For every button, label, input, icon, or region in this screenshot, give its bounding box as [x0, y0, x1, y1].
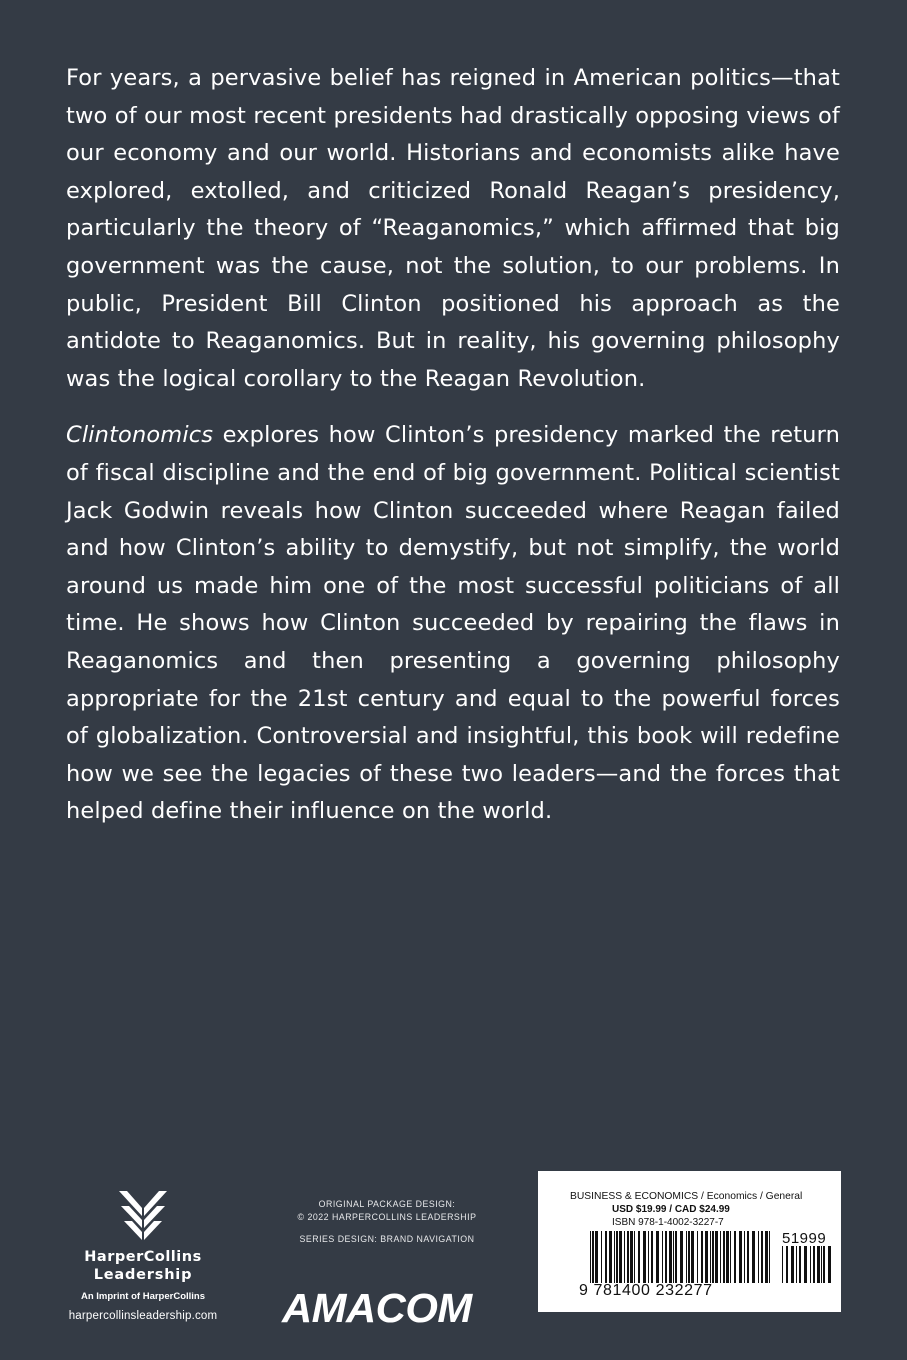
price-barcode-bar-10 [823, 1246, 825, 1283]
price-barcode-bar-5 [804, 1246, 807, 1283]
isbn-barcode-bar-35 [726, 1231, 729, 1283]
isbn-barcode-bar-2 [595, 1231, 598, 1283]
isbn-barcode-bar-24 [686, 1231, 687, 1283]
isbn-barcode-bar-25 [688, 1231, 690, 1283]
isbn-barcode-bar-26 [691, 1231, 694, 1283]
isbn-barcode-bar-1 [592, 1231, 594, 1283]
blurb-paragraph-1: For years, a pervasive belief has reigned in American politics—that two of our most recent presidents had drastically opposing views of our economy and our world. Historians and economists alike have explored, extolled, and criticized Ronald Reagan’s presidency, particularly the theory of “Reaganomics,” which affirmed that big government was the cause, not the solution, to our problems. In public, President Bill Clinton positioned his approach as the antidote to Reaganomics. But in reality, his governing philosophy was the logical corollary to the Reagan Revolution. [66, 65, 840, 392]
book-title-italic: Clintonomics [66, 422, 214, 449]
price-barcode-bar-1 [786, 1246, 788, 1283]
isbn-barcode-bar-8 [619, 1231, 622, 1283]
blurb-paragraph-2-text: explores how Clinton’s presidency marked the return of fiscal discipline and the end of big government. Political scientist Jack Godwin reveals how Clinton succeeded where Reagan failed and how Clinton’s ability to demystify, but not simplify, the world around us made him one of the most successful politicians of all time. He shows how Clinton succeeded by repairing the flaws in Reaganomics and then presenting a governing philosophy appropriate for the 21st century and equal to the powerful forces of globalization. Controversial and insightful, this book will redefine how we see the legacies of these two leaders—and the forces that helped define their influence on the world. [66, 422, 840, 825]
isbn-barcode-bar-17 [656, 1231, 659, 1283]
isbn-line: ISBN 978-1-4002-3227-7 [612, 1217, 724, 1228]
isbn-barcode-bar-10 [627, 1231, 629, 1283]
isbn-barcode-bar-32 [715, 1231, 718, 1283]
isbn-barcode-bar-7 [616, 1231, 618, 1283]
price-line: USD $19.99 / CAD $24.99 [612, 1204, 730, 1215]
isbn-barcode-bar-44 [765, 1231, 768, 1283]
price-barcode-bar-2 [791, 1246, 794, 1283]
package-design-line-1: ORIGINAL PACKAGE DESIGN: [318, 1199, 456, 1209]
isbn-barcode-bar-34 [723, 1231, 725, 1283]
isbn-barcode-bar-28 [701, 1231, 703, 1283]
isbn-barcode-bar-16 [651, 1231, 653, 1283]
back-cover-blurb [66, 60, 840, 831]
publisher-name: HarperCollins [84, 1249, 202, 1265]
publisher-division: Leadership [93, 1267, 193, 1283]
isbn-barcode-bar-11 [630, 1231, 633, 1283]
price-code: 51999 [782, 1230, 827, 1247]
isbn-barcode-bar-29 [705, 1231, 708, 1283]
isbn-barcode-bar-0 [590, 1231, 591, 1283]
isbn-barcode-bar-18 [662, 1231, 663, 1283]
isbn-barcode-bar-42 [758, 1231, 759, 1283]
isbn-barcode-bar-23 [680, 1231, 683, 1283]
isbn-barcode-bar-6 [614, 1231, 615, 1283]
design-credits [272, 1198, 502, 1246]
barcode-number: 9 781400 232277 [579, 1282, 713, 1299]
isbn-barcode-bar-38 [739, 1231, 742, 1283]
isbn-barcode-bar-39 [744, 1231, 745, 1283]
isbn-barcode-bar-40 [747, 1231, 749, 1283]
isbn-barcode-bar-5 [609, 1231, 612, 1283]
isbn-barcode-bar-22 [675, 1231, 677, 1283]
isbn-barcode-bar-13 [638, 1231, 640, 1283]
isbn-barcode-bar-41 [752, 1231, 755, 1283]
publisher-imprint: An Imprint of HarperCollins [80, 1291, 206, 1302]
isbn-barcode-bar-21 [673, 1231, 674, 1283]
series-design-line: SERIES DESIGN: BRAND NAVIGATION [299, 1234, 475, 1244]
isbn-barcode-bar-30 [710, 1231, 711, 1283]
isbn-barcode-bar-4 [605, 1231, 607, 1283]
isbn-barcode-bar-33 [720, 1231, 721, 1283]
isbn-barcode-bar-37 [734, 1231, 736, 1283]
isbn-barcode-bar-43 [761, 1231, 763, 1283]
price-barcode-bar-3 [796, 1246, 797, 1283]
isbn-barcode-bar-14 [643, 1231, 646, 1283]
isbn-barcode-bar-19 [665, 1231, 667, 1283]
amacom-logo: AMACOM [281, 1285, 472, 1331]
price-barcode-bar-9 [821, 1246, 822, 1283]
price-barcode-bar-7 [813, 1246, 815, 1283]
isbn-barcode-bar-3 [601, 1231, 602, 1283]
butterfly-wings-icon [118, 1188, 168, 1242]
price-barcode-bar-11 [828, 1246, 831, 1283]
isbn-barcode-bar-36 [730, 1231, 731, 1283]
isbn-barcode-bar-20 [669, 1231, 672, 1283]
price-barcode-bar-4 [799, 1246, 801, 1283]
publisher-url: harpercollinsleadership.com [68, 1310, 218, 1322]
isbn-barcode-bar-15 [648, 1231, 649, 1283]
isbn-barcode-bar-9 [624, 1231, 625, 1283]
isbn-barcode-bar-27 [697, 1231, 698, 1283]
price-barcode-bar-8 [817, 1246, 820, 1283]
bisac-category: BUSINESS & ECONOMICS / Economics / General [570, 1191, 803, 1202]
price-barcode-bar-0 [782, 1246, 783, 1283]
isbn-barcode-bar-45 [769, 1231, 770, 1283]
barcode-panel [538, 1171, 841, 1312]
blurb-paragraph-2 [66, 417, 840, 831]
isbn-barcode-bar-31 [712, 1231, 714, 1283]
harpercollins-leadership-logo [48, 1188, 238, 1322]
price-barcode-bar-6 [810, 1246, 811, 1283]
package-design-line-2: © 2022 HARPERCOLLINS LEADERSHIP [297, 1212, 477, 1222]
isbn-barcode-bar-12 [634, 1231, 635, 1283]
